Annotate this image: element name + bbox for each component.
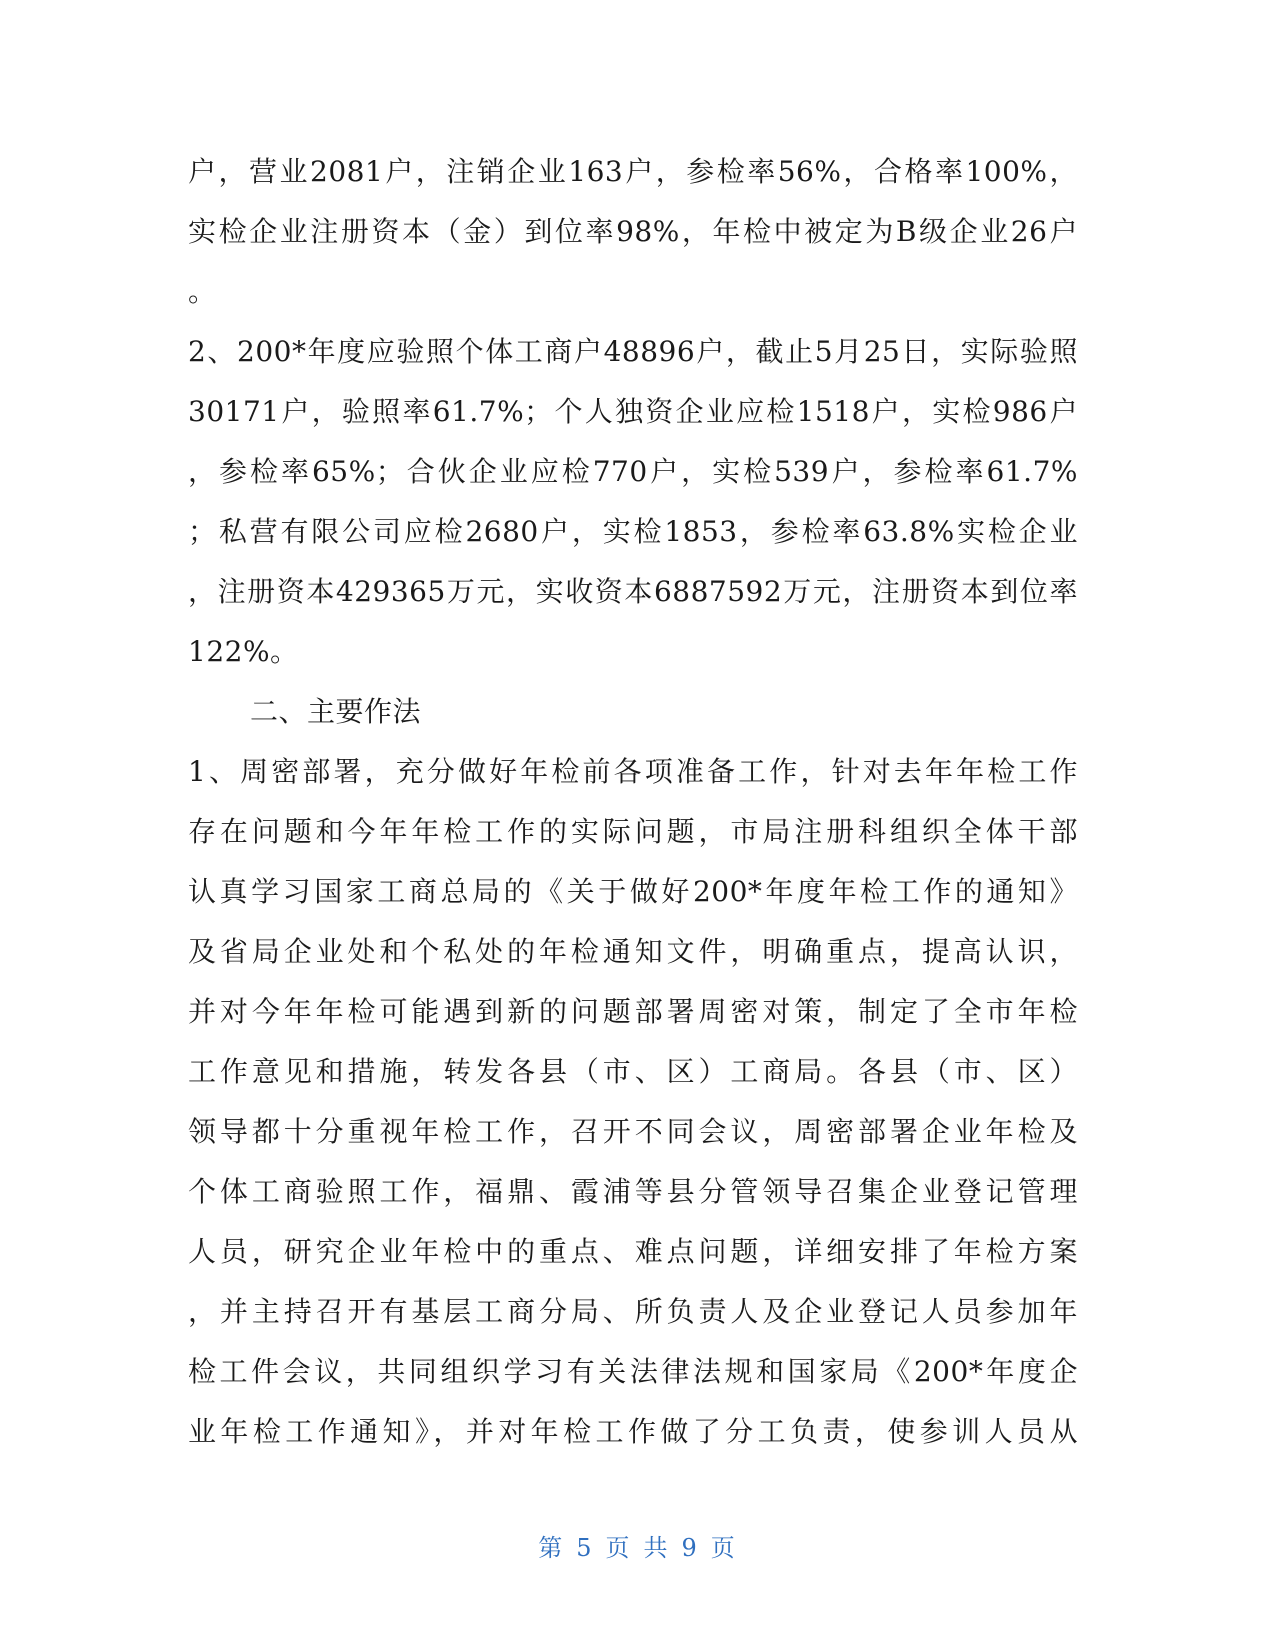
text-line: 认真学习国家工商总局的《关于做好200*年度年检工作的通知》 bbox=[188, 875, 1078, 908]
footer-label-total: 共 bbox=[643, 1534, 670, 1562]
text-line: ，并主持召开有基层工商分局、所负责人及企业登记人员参加年 bbox=[188, 1295, 1078, 1328]
footer-label-page: 第 bbox=[538, 1534, 565, 1562]
text-line: 实检企业注册资本（金）到位率98%，年检中被定为B级企业26户 bbox=[188, 215, 1078, 248]
text-line: 122%。 bbox=[188, 635, 299, 668]
footer-current-page: 5 bbox=[576, 1534, 594, 1562]
text-line: 2、200*年度应验照个体工商户48896户，截止5月25日，实际验照 bbox=[188, 335, 1078, 368]
text-line: 检工件会议，共同组织学习有关法律法规和国家局《200*年度企 bbox=[188, 1355, 1078, 1388]
text-line: 30171户，验照率61.7%；个人独资企业应检1518户，实检986户 bbox=[188, 395, 1078, 428]
text-line: ；私营有限公司应检2680户，实检1853，参检率63.8%实检企业 bbox=[188, 515, 1078, 548]
text-line: 存在问题和今年年检工作的实际问题，市局注册科组织全体干部 bbox=[188, 815, 1078, 848]
text-line: 个体工商验照工作，福鼎、霞浦等县分管领导召集企业登记管理 bbox=[188, 1175, 1078, 1208]
section-heading: 二、主要作法 bbox=[250, 695, 422, 728]
footer-label-unit2: 页 bbox=[710, 1534, 737, 1562]
footer-label-unit: 页 bbox=[605, 1534, 632, 1562]
page-footer bbox=[0, 1528, 1275, 1563]
footer-total-pages: 9 bbox=[681, 1534, 699, 1562]
text-line: 1、周密部署，充分做好年检前各项准备工作，针对去年年检工作 bbox=[188, 755, 1078, 788]
text-line: 领导都十分重视年检工作，召开不同会议，周密部署企业年检及 bbox=[188, 1115, 1078, 1148]
text-line: 。 bbox=[188, 275, 217, 308]
text-line: 人员，研究企业年检中的重点、难点问题，详细安排了年检方案 bbox=[188, 1235, 1078, 1268]
text-line: 工作意见和措施，转发各县（市、区）工商局。各县（市、区） bbox=[188, 1055, 1078, 1088]
text-line: 及省局企业处和个私处的年检通知文件，明确重点，提高认识， bbox=[188, 935, 1078, 968]
text-line: 户，营业2081户，注销企业163户，参检率56%，合格率100%， bbox=[188, 155, 1078, 188]
text-line: ，参检率65%；合伙企业应检770户，实检539户，参检率61.7% bbox=[188, 455, 1078, 488]
document-body bbox=[188, 142, 1078, 1462]
text-line: 并对今年年检可能遇到新的问题部署周密对策，制定了全市年检 bbox=[188, 995, 1078, 1028]
text-line: ，注册资本429365万元，实收资本6887592万元，注册资本到位率 bbox=[188, 575, 1078, 608]
text-line: 业年检工作通知》，并对年检工作做了分工负责，使参训人员从 bbox=[188, 1415, 1078, 1448]
